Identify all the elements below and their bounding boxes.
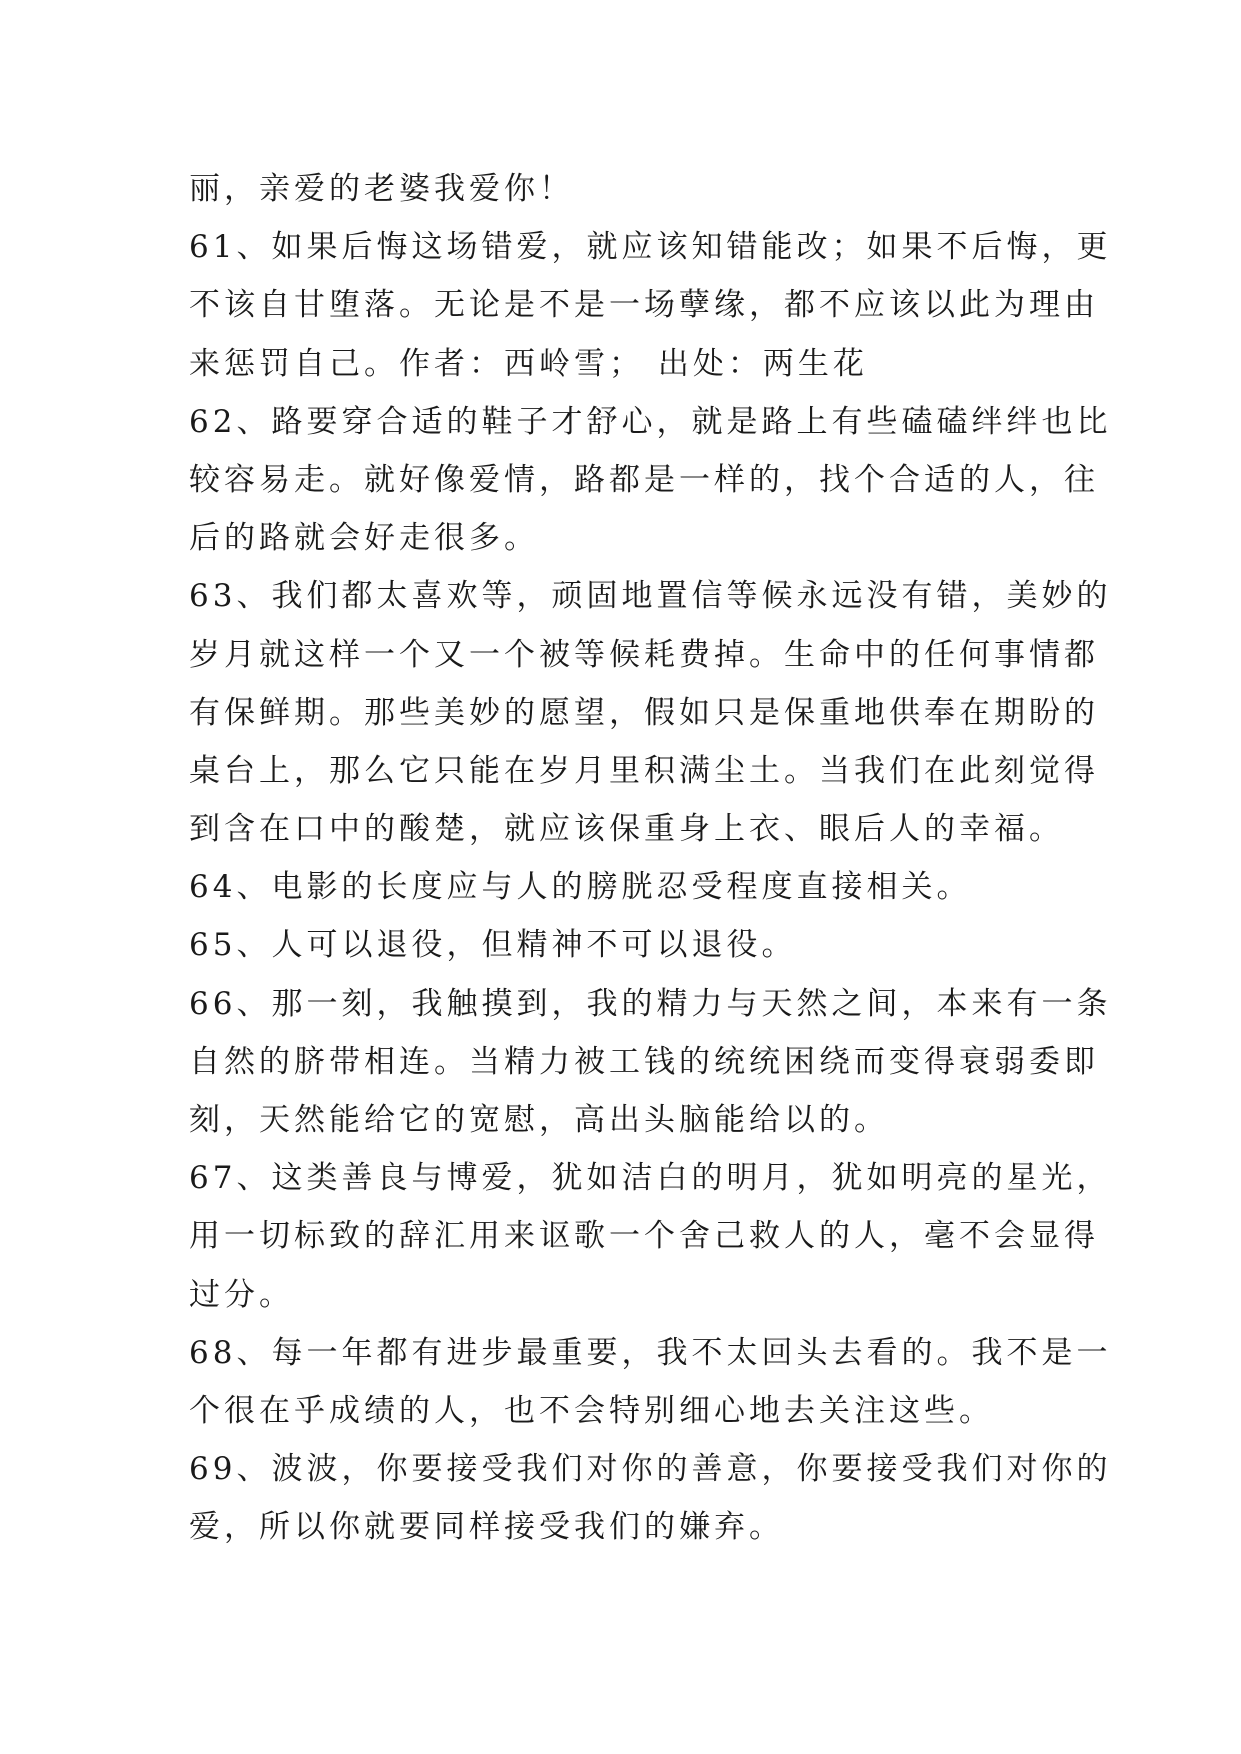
text-line: 68、每一年都有进步最重要，我不太回头去看的。我不是一 xyxy=(189,1334,1112,1371)
text-line: 有保鲜期。那些美妙的愿望，假如只是保重地供奉在期盼的 xyxy=(189,694,1099,731)
text-line: 爱，所以你就要同样接受我们的嫌弃。 xyxy=(189,1509,784,1546)
text-line: 66、那一刻，我触摸到，我的精力与天然之间，本来有一条 xyxy=(189,985,1112,1022)
text-line: 到含在口中的酸楚，就应该保重身上衣、眼后人的幸福。 xyxy=(189,811,1064,848)
text-line: 过分。 xyxy=(189,1276,294,1313)
text-line: 来惩罚自己。作者：西岭雪； 出处：两生花 xyxy=(189,345,868,382)
text-line: 69、波波，你要接受我们对你的善意，你要接受我们对你的 xyxy=(189,1451,1112,1488)
text-line: 62、路要穿合适的鞋子才舒心，就是路上有些磕磕绊绊也比 xyxy=(189,403,1112,440)
text-line: 64、电影的长度应与人的膀胱忍受程度直接相关。 xyxy=(189,869,972,906)
text-line: 后的路就会好走很多。 xyxy=(189,520,539,557)
text-line: 丽，亲爱的老婆我爱你！ xyxy=(189,171,574,207)
text-line: 67、这类善良与博爱，犹如洁白的明月，犹如明亮的星光， xyxy=(189,1160,1112,1197)
text-line: 65、人可以退役，但精神不可以退役。 xyxy=(189,927,797,964)
text-line: 不该自甘堕落。无论是不是一场孽缘，都不应该以此为理由 xyxy=(189,287,1099,324)
text-line: 刻，天然能给它的宽慰，高出头脑能给以的。 xyxy=(189,1102,889,1138)
text-line: 63、我们都太喜欢等，顽固地置信等候永远没有错，美妙的 xyxy=(189,578,1112,615)
text-line: 自然的脐带相连。当精力被工钱的统统困绕而变得衰弱委即 xyxy=(189,1043,1099,1080)
text-line: 岁月就这样一个又一个被等候耗费掉。生命中的任何事情都 xyxy=(189,636,1099,673)
text-line: 个很在乎成绩的人，也不会特别细心地去关注这些。 xyxy=(189,1392,994,1429)
text-line: 用一切标致的辞汇用来讴歌一个舍己救人的人，毫不会显得 xyxy=(189,1218,1099,1255)
text-line: 桌台上，那么它只能在岁月里积满尘土。当我们在此刻觉得 xyxy=(189,752,1099,789)
document-page xyxy=(189,160,1112,1557)
text-line: 较容易走。就好像爱情，路都是一样的，找个合适的人，往 xyxy=(189,461,1099,498)
text-line: 61、如果后悔这场错爱，就应该知错能改；如果不后悔，更 xyxy=(189,229,1112,266)
